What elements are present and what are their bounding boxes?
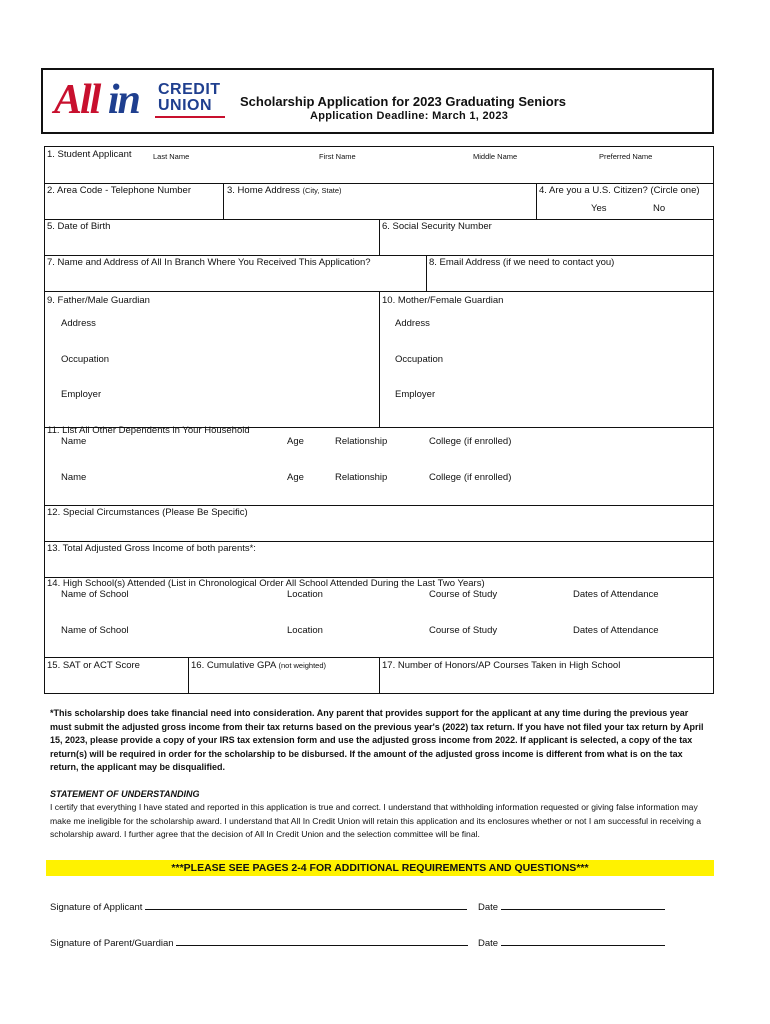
dependent-age-label: Age <box>287 472 304 483</box>
parent-date-line[interactable]: Date <box>478 936 665 949</box>
dependent-relationship-label: Relationship <box>335 472 388 483</box>
dependent-relationship-label: Relationship <box>335 436 388 447</box>
mother-occupation-label: Occupation <box>395 354 444 365</box>
dependent-name-label: Name <box>61 472 87 483</box>
email-label: 8. Email Address (if we need to contact you) <box>429 257 615 268</box>
citizen-yes-option[interactable]: Yes <box>591 203 607 214</box>
first-name-label: First Name <box>319 152 356 161</box>
father-address-label: Address <box>61 318 96 329</box>
telephone-label: 2. Area Code - Telephone Number <box>47 185 191 196</box>
last-name-label: Last Name <box>153 152 190 161</box>
father-employer-label: Employer <box>61 389 102 400</box>
ssn-label: 6. Social Security Number <box>382 221 492 232</box>
gross-income-label: 13. Total Adjusted Gross Income of both parents*: <box>47 543 256 554</box>
course-of-study-label: Course of Study <box>429 625 498 636</box>
school-location-label: Location <box>287 589 323 600</box>
high-school-label: 14. High School(s) Attended (List in Chronological Order All School Attended During the Last Two Years) <box>47 578 485 589</box>
application-form <box>44 146 714 694</box>
parent-signature-line[interactable]: Signature of Parent/Guardian <box>50 936 468 949</box>
dependents-label: 11. List All Other Dependents in Your Household <box>47 425 250 436</box>
branch-label: 7. Name and Address of All In Branch Where You Received This Application? <box>47 257 371 268</box>
dependent-name-label: Name <box>61 436 87 447</box>
home-address-label: 3. Home Address (City, State) <box>227 185 342 196</box>
form-title: Scholarship Application for 2023 Graduating Seniors <box>240 94 567 109</box>
mother-employer-label: Employer <box>395 389 436 400</box>
father-guardian-label: 9. Father/Male Guardian <box>47 295 150 306</box>
statement-body: I certify that everything I have stated and reported in this application is true and correct. I understand that withholding information requested or giving false information may make me ineligible for the scholarship award. I understand that All In Credit Union will retain this application and its enclosures whether or not I am successful in receiving a scholarship award. I further agree that the decision of All In Credit Union and the selection committee will be final. <box>50 802 702 839</box>
application-deadline: Application Deadline: March 1, 2023 <box>310 110 509 122</box>
applicant-date-line[interactable]: Date <box>478 900 665 913</box>
course-of-study-label: Course of Study <box>429 589 498 600</box>
honors-ap-label: 17. Number of Honors/AP Courses Taken in High School <box>382 660 621 671</box>
financial-need-note: *This scholarship does take financial need into consideration. Any parent that provides support for the applicant at any time during the previous year must submit the adjusted gross income from their tax returns based on the previous year's (2022) tax return. If you have not filed your tax return by April 15, 2023, please provide a copy of your IRS tax extension form and use the adjusted gross income from 2022. If applicant is selected, a copy of the tax return(s) will be required in order for the scholarship to be disbursed. If the amount of the adjusted gross income is different from what is on the tax return, the applicant may be disqualified. <box>50 708 704 772</box>
mother-guardian-label: 10. Mother/Female Guardian <box>382 295 504 306</box>
dates-of-attendance-label: Dates of Attendance <box>573 625 659 636</box>
school-name-label: Name of School <box>61 589 129 600</box>
dependent-college-label: College (if enrolled) <box>429 472 512 483</box>
dependent-college-label: College (if enrolled) <box>429 436 512 447</box>
citizen-question-label: 4. Are you a U.S. Citizen? (Circle one) <box>539 185 700 196</box>
special-circumstances-label: 12. Special Circumstances (Please Be Specific) <box>47 507 248 518</box>
school-name-label: Name of School <box>61 625 129 636</box>
applicant-signature-line[interactable]: Signature of Applicant <box>50 900 467 913</box>
dependent-age-label: Age <box>287 436 304 447</box>
father-occupation-label: Occupation <box>61 354 110 365</box>
dates-of-attendance-label: Dates of Attendance <box>573 589 659 600</box>
school-location-label: Location <box>287 625 323 636</box>
date-of-birth-label: 5. Date of Birth <box>47 221 111 232</box>
mother-address-label: Address <box>395 318 430 329</box>
citizen-no-option[interactable]: No <box>653 203 666 214</box>
all-in-credit-union-logo: All in CREDIT UNION <box>54 80 228 128</box>
gpa-label: 16. Cumulative GPA (not weighted) <box>191 660 327 671</box>
statement-title: STATEMENT OF UNDERSTANDING <box>50 789 200 799</box>
additional-requirements-banner: ***PLEASE SEE PAGES 2-4 FOR ADDITIONAL REQUIREMENTS AND QUESTIONS*** <box>46 860 714 876</box>
sat-act-label: 15. SAT or ACT Score <box>47 660 140 671</box>
middle-name-label: Middle Name <box>473 152 518 161</box>
preferred-name-label: Preferred Name <box>599 152 653 161</box>
student-applicant-label: 1. Student Applicant <box>47 149 132 160</box>
